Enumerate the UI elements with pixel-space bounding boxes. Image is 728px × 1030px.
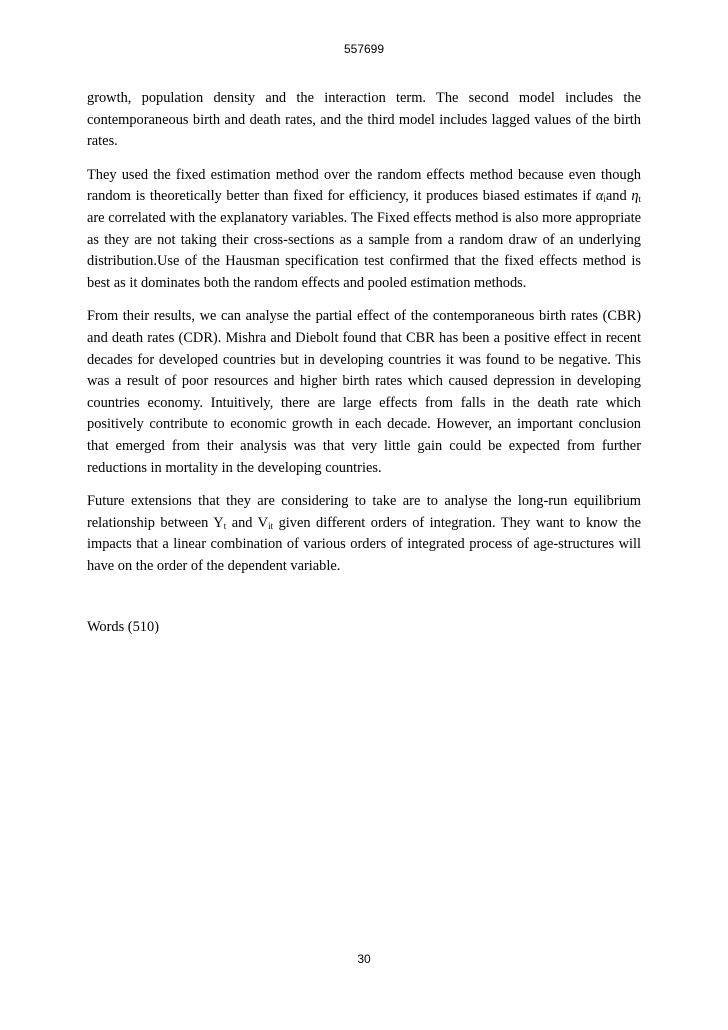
paragraph-text: given different orders of integration. They want to know the impacts that a linear combination of various orders of integrated process of age-structures will have on the order of the dependent variable. xyxy=(87,514,642,574)
paragraph-model-description: growth, population density and the interaction term. The second model includes the contemporaneous birth and death rates, and the third model includes lagged values of the birth rates. xyxy=(87,90,641,150)
paragraph-text: They used the fixed estimation method over the random effects method because even though random is theoretically better than fixed for efficiency, it produces biased estimates if xyxy=(87,166,641,205)
paragraph-fixed-effects xyxy=(87,165,641,295)
v-subscript: it xyxy=(268,520,274,531)
eta-symbol: η xyxy=(631,188,639,205)
page-number: 30 xyxy=(357,952,371,966)
page-header-doc-id: 557699 xyxy=(343,42,385,56)
eta-subscript: t xyxy=(638,194,641,205)
paragraph-results: From their results, we can analyse the partial effect of the contemporaneous birth rates (CBR) and death rates (CDR). Mishra and Diebolt found that CBR has been a positive effect in recent decades for developed countries but in developing countries it was found to be negative. This was a result of poor resources and higher birth rates which caused depression in developing countries economy. Intuitively, there are large effects from falls in the death rate which positively contribute to economic growth in each decade. However, an important conclusion that emerged from their analysis was that very little gain could be expected from further reductions in mortality in the developing countries. xyxy=(87,308,641,476)
paragraph-text: Future extensions that they are considering to take are to analyse the long-run equilibrium relationship between Y xyxy=(87,493,641,531)
alpha-subscript: i xyxy=(603,194,606,205)
paragraph-future-extensions xyxy=(87,491,641,577)
paragraph-text: and xyxy=(605,188,632,205)
body-text xyxy=(87,88,641,639)
y-subscript: t xyxy=(223,520,227,531)
paragraph-text: and V xyxy=(226,514,269,531)
alpha-symbol: α xyxy=(595,188,604,205)
word-count: Words (510) xyxy=(87,619,159,636)
paragraph-text: are correlated with the explanatory variables. The Fixed effects method is also more appropriate as they are not taking their cross-sections as a sample from a random draw of an underlying distribution.Use of the Hausman specification test confirmed that the fixed effects method is best as it dominates both the random effects and pooled estimation methods. xyxy=(87,209,641,291)
